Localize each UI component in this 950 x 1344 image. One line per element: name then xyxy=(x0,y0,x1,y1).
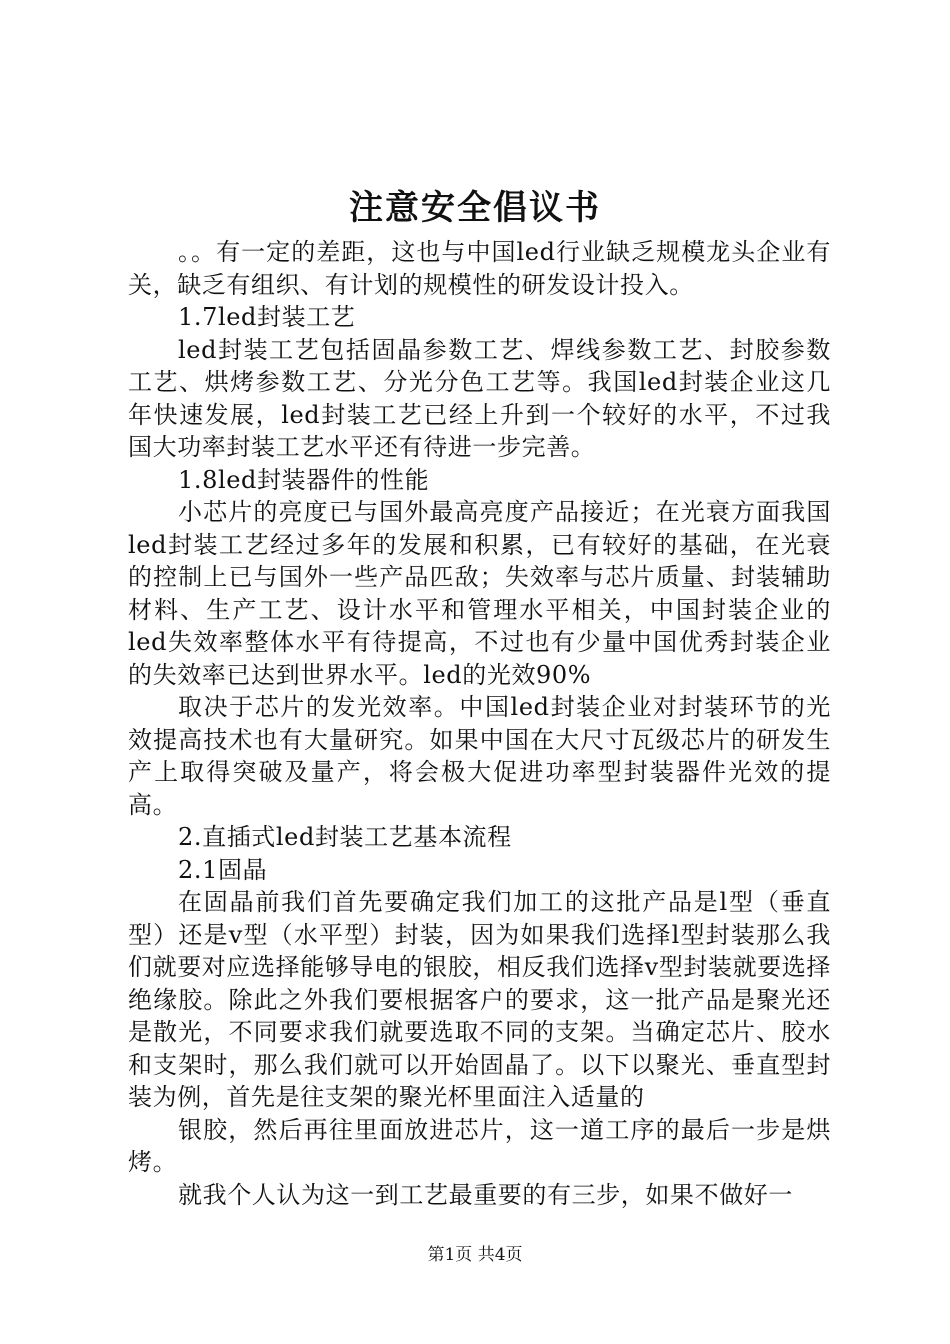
paragraph: 银胶，然后再往里面放进芯片，这一道工序的最后一步是烘烤。 xyxy=(128,1115,831,1176)
paragraph: 取决于芯片的发光效率。中国led封装企业对封装环节的光效提高技术也有大量研究。如果中国在大尺寸瓦级芯片的研发生产上取得突破及量产，将会极大促进功率型封装器件光效的提高。 xyxy=(128,693,831,819)
paragraph: 小芯片的亮度已与国外最高亮度产品接近；在光衰方面我国led封装工艺经过多年的发展和积累，已有较好的基础，在光衰的控制上已与国外一些产品匹敌；失效率与芯片质量、封装辅助材料、生产工艺、设计水平和管理水平相关，中国封装企业的led失效率整体水平有待提高，不过也有少量中国优秀封装企业的失效率已达到世界水平。led的光效90% xyxy=(128,498,831,689)
section-heading: 1.7led封装工艺 xyxy=(178,303,356,331)
section-heading: 2.直插式led封装工艺基本流程 xyxy=(178,823,512,851)
paragraph: led封装工艺包括固晶参数工艺、焊线参数工艺、封胶参数工艺、烘烤参数工艺、分光分色工艺等。我国led封装企业这几年快速发展，led封装工艺已经上升到一个较好的水平，不过我国大功率封装工艺水平还有待进一步完善。 xyxy=(128,335,831,461)
paragraph: 。。有一定的差距，这也与中国led行业缺乏规模龙头企业有关，缺乏有组织、有计划的规模性的研发设计投入。 xyxy=(128,238,831,299)
document-body xyxy=(128,236,831,1211)
section-heading: 2.1固晶 xyxy=(178,855,268,884)
paragraph: 就我个人认为这一到工艺最重要的有三步，如果不做好一 xyxy=(178,1180,793,1209)
page-footer: 第1页 共4页 xyxy=(427,1245,523,1265)
document-title: 注意安全倡议书 xyxy=(349,188,601,228)
paragraph: 在固晶前我们首先要确定我们加工的这批产品是l型（垂直型）还是v型（水平型）封装，因为如果我们选择l型封装那么我们就要对应选择能够导电的银胶，相反我们选择v型封装就要选择绝缘胶。除此之外我们要根据客户的要求，这一批产品是聚光还是散光，不同要求我们就要选取不同的支架。当确定芯片、胶水和支架时，那么我们就可以开始固晶了。以下以聚光、垂直型封装为例，首先是往支架的聚光杯里面注入适量的 xyxy=(128,888,831,1111)
section-heading: 1.8led封装器件的性能 xyxy=(178,465,430,494)
